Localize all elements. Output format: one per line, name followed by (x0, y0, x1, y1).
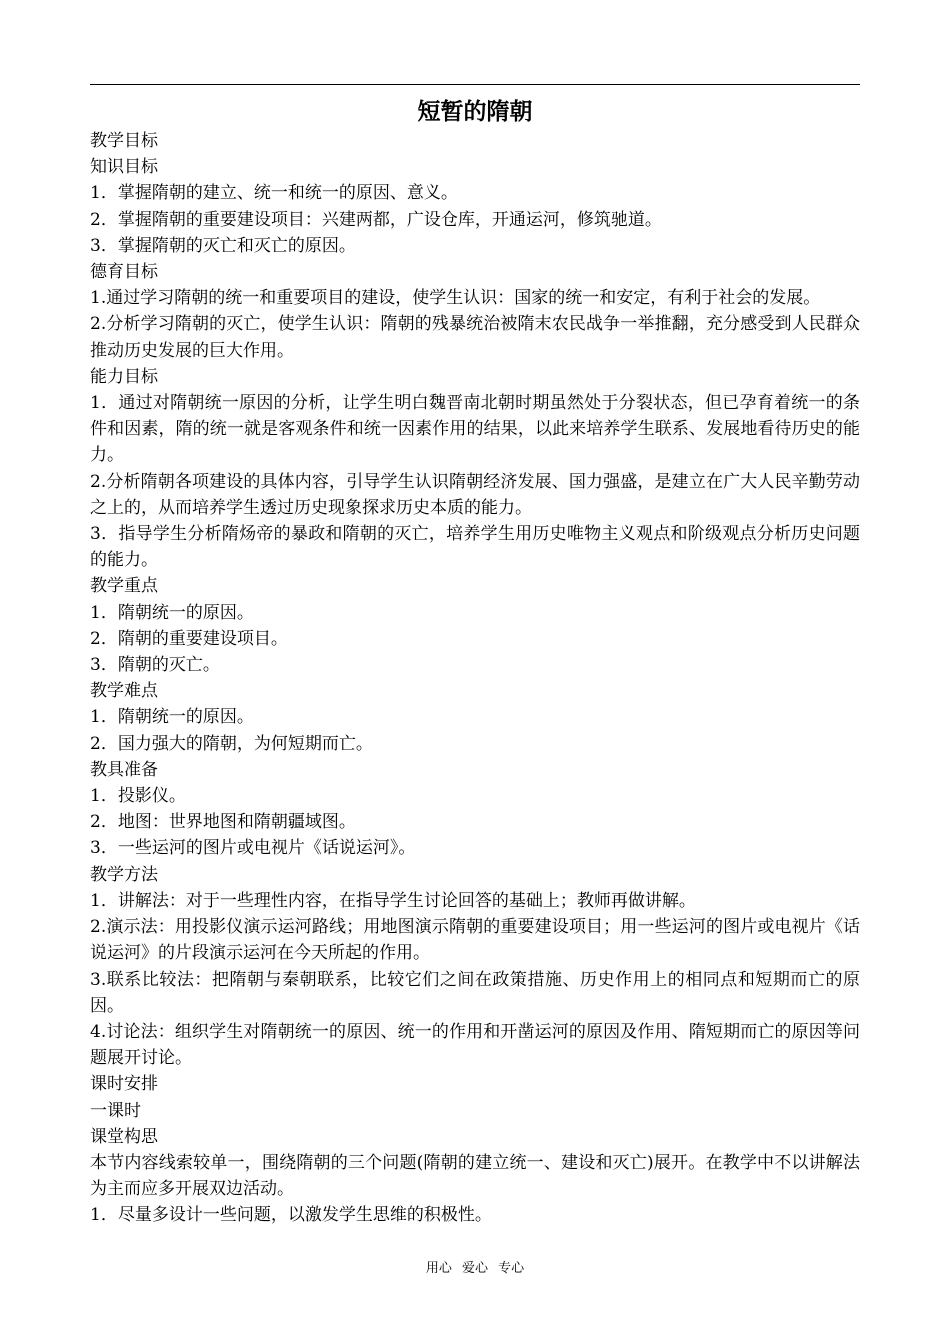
list-item: 1．通过对隋朝统一原因的分析，让学生明白魏晋南北朝时期虽然处于分裂状态，但已孕育着统一的条件和因素，隋的统一就是客观条件和统一因素作用的结果，以此来培养学生联系、发展地看待历史的能力。 (90, 393, 860, 466)
list-item: 4.讨论法：组织学生对隋朝统一的原因、统一的作用和开凿运河的原因及作用、隋短期而亡的原因等问题展开讨论。 (90, 1021, 860, 1069)
heading-teaching-goals: 教学目标 (90, 131, 158, 151)
list-item: 2.分析隋朝各项建设的具体内容，引导学生认识隋朝经济发展、国力强盛，是建立在广大人民辛勤劳动之上的，从而培养学生透过历史现象探求历史本质的能力。 (90, 471, 860, 518)
list-item: 2．地图：世界地图和隋朝疆域图。 (90, 812, 356, 833)
list-item: 3．隋朝的灭亡。 (90, 655, 220, 676)
heading-teaching-aids: 教具准备 (90, 759, 158, 780)
list-item: 1．掌握隋朝的建立、统一和统一的原因、意义。 (90, 183, 458, 204)
list-item: 1．讲解法：对于一些理性内容，在指导学生讨论回答的基础上；教师再做讲解。 (90, 890, 696, 911)
list-item: 1．投影仪。 (90, 786, 186, 807)
list-item: 1．尽量多设计一些问题，以激发学生思维的积极性。 (90, 1205, 492, 1226)
list-item: 2．掌握隋朝的重要建设项目：兴建两都，广设仓库，开通运河，修筑驰道。 (90, 209, 662, 230)
document-title: 短暂的隋朝 (417, 99, 533, 125)
heading-lesson-design: 课堂构思 (90, 1126, 158, 1147)
list-item: 3．一些运河的图片或电视片《话说运河》。 (90, 838, 416, 859)
list-item: 2．国力强大的隋朝，为何短期而亡。 (90, 733, 373, 754)
subheading-moral-goals: 德育目标 (90, 262, 158, 283)
list-item: 1．隋朝统一的原因。 (90, 707, 254, 728)
subheading-knowledge-goals: 知识目标 (90, 157, 158, 178)
subheading-ability-goals: 能力目标 (90, 366, 158, 387)
class-hours-value: 一课时 (90, 1100, 141, 1121)
heading-class-hours: 课时安排 (90, 1074, 158, 1095)
page-footer: 用心 爱心 专心 (425, 1261, 525, 1276)
heading-difficult-points: 教学难点 (90, 681, 158, 702)
heading-key-points: 教学重点 (90, 576, 158, 597)
document-body (90, 128, 860, 1229)
list-item: 3．掌握隋朝的灭亡和灭亡的原因。 (90, 235, 356, 256)
list-item: 3.联系比较法：把隋朝与秦朝联系，比较它们之间在政策措施、历史作用上的相同点和短期而亡的原因。 (90, 969, 860, 1016)
list-item: 2.演示法：用投影仪演示运河路线；用地图演示隋朝的重要建设项目；用一些运河的图片或电视片《话说运河》的片段演示运河在今天所起的作用。 (90, 917, 860, 964)
list-item: 1.通过学习隋朝的统一和重要项目的建设，使学生认识：国家的统一和安定，有利于社会的发展。 (90, 288, 821, 309)
list-item: 2.分析学习隋朝的灭亡，使学生认识：隋朝的残暴统治被隋末农民战争一举推翻，充分感受到人民群众推动历史发展的巨大作用。 (90, 314, 860, 361)
paragraph: 本节内容线索较单一，围绕隋朝的三个问题(隋朝的建立统一、建设和灭亡)展开。在教学中不以讲解法为主而应多开展双边活动。 (90, 1152, 860, 1200)
list-item: 3．指导学生分析隋炀帝的暴政和隋朝的灭亡，培养学生用历史唯物主义观点和阶级观点分析历史问题的能力。 (90, 524, 860, 571)
header-rule (90, 84, 860, 85)
list-item: 2．隋朝的重要建设项目。 (90, 628, 288, 649)
list-item: 1．隋朝统一的原因。 (90, 602, 254, 623)
heading-teaching-methods: 教学方法 (90, 864, 158, 885)
